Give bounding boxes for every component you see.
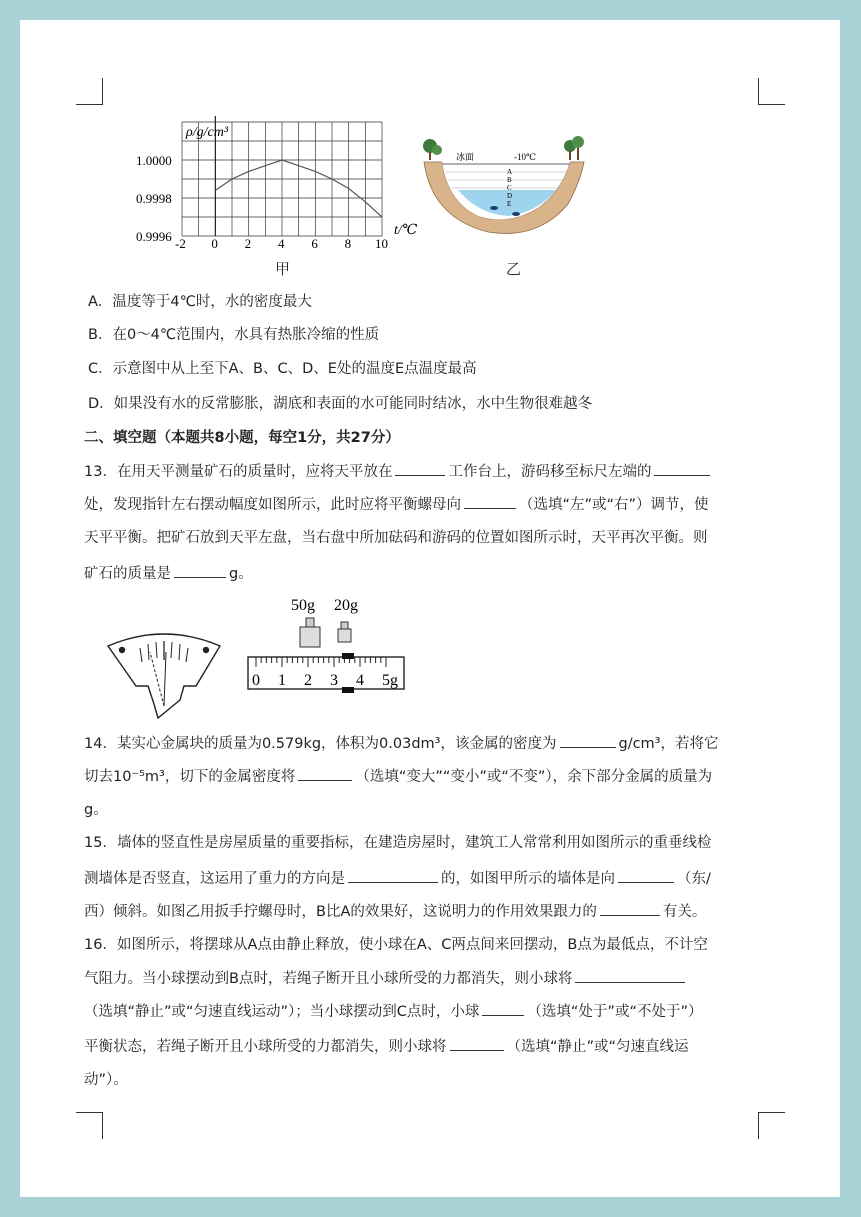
blank	[600, 901, 660, 916]
q15-line-3: 西）倾斜。如图乙用扳手拧螺母时，B比A的效果好，这说明力的作用效果跟力的 有关。	[84, 901, 706, 922]
scale-label: 4	[356, 672, 364, 689]
screw-icon	[119, 647, 125, 653]
q16-line-1: 16．如图所示，将摆球从A点由静止释放，使小球在A、C两点间来回摆动，B点为最低点，不计空	[84, 937, 708, 953]
blank	[575, 968, 685, 983]
density-chart	[120, 110, 430, 250]
x-tick-label: 0	[211, 236, 218, 250]
rider-bottom	[342, 687, 354, 693]
scale-label: 5g	[382, 672, 398, 689]
balance-pointer-figure	[104, 628, 224, 720]
q16-line-5: 动”）。	[84, 1072, 128, 1088]
blank	[395, 461, 445, 476]
q14-line-1: 14．某实心金属块的质量为0.579kg，体积为0.03dm³，该金属的密度为 g/cm³，若将它	[84, 733, 719, 754]
weight-20g-icon	[338, 622, 351, 642]
q14-line-2: 切去10⁻⁵m³，切下的金属密度将 （选填“变大”“变小”或“不变”），余下部分金属的质量为	[84, 766, 712, 787]
option-a: A．温度等于4℃时，水的密度最大	[88, 294, 312, 310]
y-tick-label: 1.0000	[136, 153, 172, 168]
point-label-e: E	[507, 200, 512, 208]
x-axis-label: t/℃	[394, 223, 418, 238]
point-label-c: C	[507, 184, 512, 192]
x-tick-label: 10	[375, 236, 388, 250]
tree-right-icon	[564, 136, 584, 160]
x-tick-label: 2	[244, 236, 252, 250]
lake-diagram	[418, 128, 590, 246]
x-tick-label: 4	[278, 236, 285, 250]
point-label-d: D	[507, 192, 513, 200]
blank	[482, 1001, 524, 1016]
weight-label-50g: 50g	[291, 597, 315, 614]
q16-line-4: 平衡状态，若绳子断开且小球所受的力都消失，则小球将 （选填“静止”或“匀速直线运	[84, 1036, 689, 1057]
scale-label: 2	[304, 672, 312, 689]
section-heading: 二、填空题（本题共8小题，每空1分，共27分）	[84, 430, 400, 446]
y-tick-label: 0.9996	[136, 229, 172, 244]
blank	[654, 461, 710, 476]
q16-line-2: 气阻力。当小球摆动到B点时，若绳子断开且小球所受的力都消失，则小球将	[84, 968, 688, 989]
tree-left-icon	[423, 139, 442, 160]
x-tick-label: 6	[311, 236, 318, 250]
q13-line-4: 矿石的质量是 g。	[84, 563, 253, 584]
blank	[464, 494, 516, 509]
blank	[560, 733, 616, 748]
balance-scale-figure	[244, 592, 409, 696]
crop-mark-top-left	[76, 78, 103, 105]
point-label-a: A	[507, 168, 513, 176]
weight-50g-icon	[300, 618, 320, 647]
crop-mark-bottom-left	[76, 1112, 103, 1139]
point-label-b: B	[507, 176, 512, 184]
q13-line-3: 天平平衡。把矿石放到天平左盘，当右盘中所加砝码和游码的位置如图所示时，天平再次平衡。则	[84, 530, 708, 546]
blank	[450, 1036, 504, 1051]
rider-top	[342, 653, 354, 659]
chart-caption: 甲	[275, 260, 291, 278]
blank	[174, 563, 226, 578]
y-axis-label: ρ/g/cm³	[186, 125, 229, 140]
option-b: B．在0～4℃范围内，水具有热胀冷缩的性质	[88, 327, 380, 343]
x-tick-label: -2	[175, 236, 186, 250]
fish-icon	[490, 206, 498, 210]
scale-label: 1	[278, 672, 286, 689]
scale-label: 3	[330, 672, 338, 689]
temperature-label: -10℃	[514, 152, 537, 162]
q13-line-1: 13．在用天平测量矿石的质量时，应将天平放在 工作台上，游码移至标尺左端的	[84, 461, 713, 482]
crop-mark-bottom-right	[758, 1112, 785, 1139]
q15-line-2: 测墙体是否竖直，这运用了重力的方向是 的，如图甲所示的墙体是向 （东/	[84, 868, 711, 889]
scale-label: 0	[252, 672, 260, 689]
crop-mark-top-right	[758, 78, 785, 105]
weight-label-20g: 20g	[334, 597, 358, 614]
x-tick-label: 8	[344, 236, 352, 250]
screw-icon	[203, 647, 209, 653]
q16-line-3: （选填“静止”或“匀速直线运动”）；当小球摆动到C点时，小球 （选填“处于”或“不处于”）	[84, 1001, 702, 1022]
option-d: D．如果没有水的反常膨胀，湖底和表面的水可能同时结冰，水中生物很难越冬	[88, 396, 593, 412]
chart-tick-labels	[136, 153, 388, 250]
fish-icon	[512, 212, 520, 216]
blank	[348, 868, 438, 883]
blank	[298, 766, 352, 781]
option-c: C．示意图中从上至下A、B、C、D、E处的温度E点温度最高	[88, 361, 477, 377]
q13-line-2: 处，发现指针左右摆动幅度如图所示，此时应将平衡螺母向 （选填“左”或“右”）调节，使	[84, 494, 709, 515]
y-tick-label: 0.9998	[136, 191, 172, 206]
lake-caption: 乙	[506, 260, 522, 278]
q15-line-1: 15．墙体的竖直性是房屋质量的重要指标，在建造房屋时，建筑工人常常利用如图所示的重垂线检	[84, 835, 712, 851]
q14-line-3: g。	[84, 802, 108, 818]
ice-label: 冰面	[456, 152, 475, 162]
blank	[618, 868, 674, 883]
